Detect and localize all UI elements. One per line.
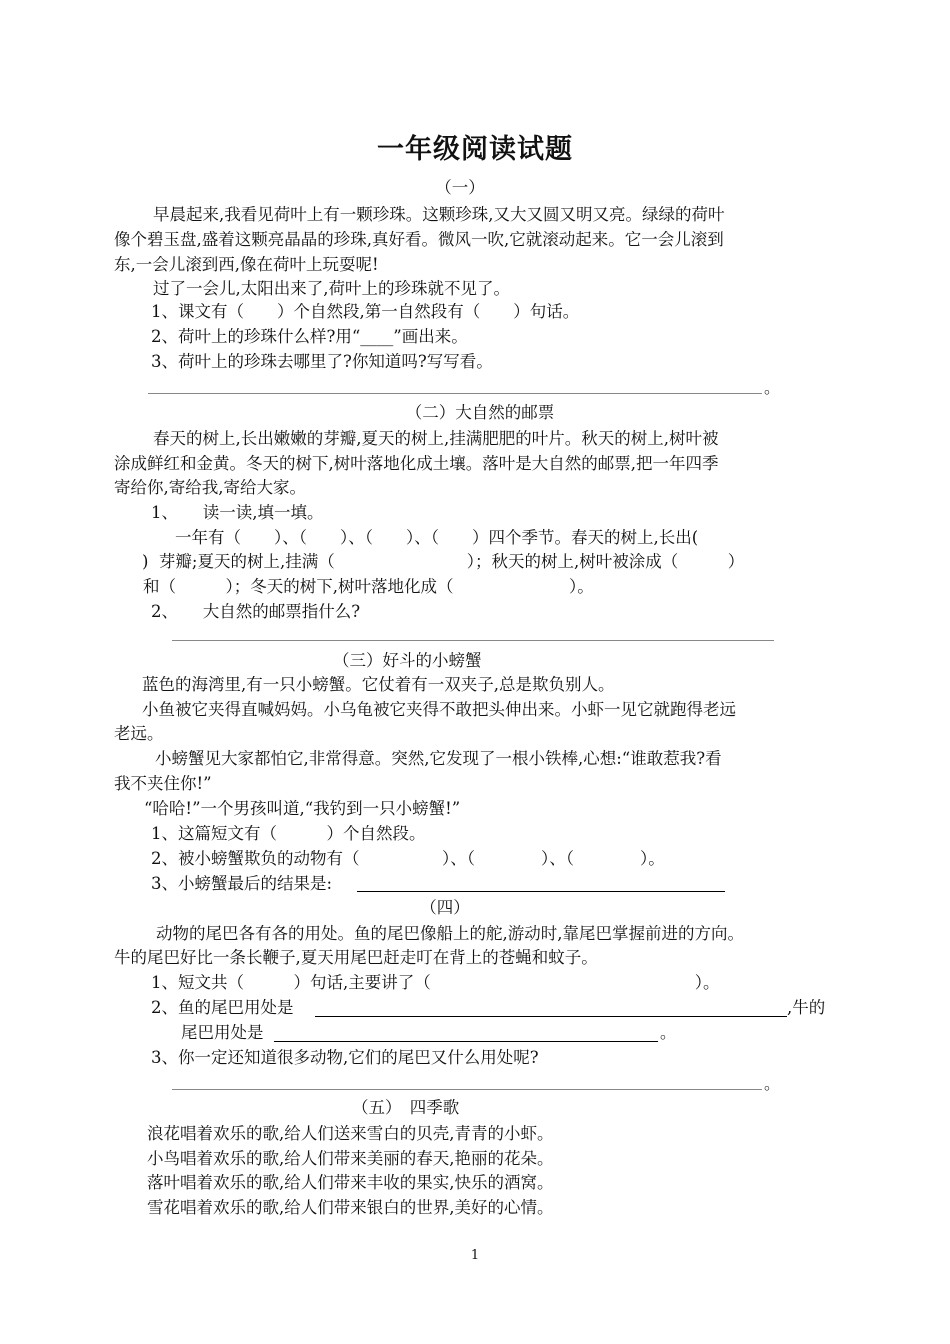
s2-fill-line: 一年有（ ）、（ ）、（ ）、（ ）四个季节。春天的树上,长出( [175, 528, 699, 547]
s2-fill-line: 和（ ）；冬天的树下,树叶落地化成（ ）。 [143, 577, 594, 596]
s4-answer-end: 。 [764, 1074, 781, 1093]
s4-question-3: 3、你一定还知道很多动物,它们的尾巴又什么用处呢? [151, 1048, 539, 1067]
s1-paragraph-line: 早晨起来,我看见荷叶上有一颗珍珠。这颗珍珠,又大又圆又明又亮。绿绿的荷叶 [153, 205, 725, 224]
s5-poem-line: 落叶唱着欢乐的歌,给人们带来丰收的果实,快乐的酒窝。 [147, 1173, 554, 1192]
s1-question-1: 1、课文有（ ）个自然段,第一自然段有（ ）句话。 [151, 302, 580, 321]
s4-question-1: 1、短文共（ ）句话,主要讲了（ ）。 [151, 973, 720, 992]
s3-text-line: 小鱼被它夹得直喊妈妈。小乌龟被它夹得不敢把头伸出来。小虾一见它就跑得老远 [142, 700, 736, 719]
s2-answer-line[interactable] [172, 640, 774, 641]
s4-answer-line[interactable] [172, 1089, 762, 1090]
s3-text-line: 蓝色的海湾里,有一只小螃蟹。它仗着有一双夹子,总是欺负别人。 [142, 675, 615, 694]
s4-fish-answer-line[interactable] [315, 1016, 787, 1017]
s3-question-3: 3、小螃蟹最后的结果是: [151, 874, 333, 893]
s1-paragraph-line: 像个碧玉盘,盛着这颗亮晶晶的珍珠,真好看。微风一吹,它就滚动起来。它一会儿滚到 [114, 230, 724, 249]
s3-text-line: 老远。 [114, 724, 164, 743]
s1-question-2: 2、荷叶上的珍珠什么样?用“____”画出来。 [151, 327, 468, 346]
s1-paragraph-line: 东,一会儿滚到西,像在荷叶上玩耍呢! [114, 255, 379, 274]
s3-question-2: 2、被小螃蟹欺负的动物有（ ）、（ ）、（ ）。 [151, 849, 665, 868]
s4-paragraph-line: 动物的尾巴各有各的用处。鱼的尾巴像船上的舵,游动时,靠尾巴掌握前进的方向。 [156, 924, 744, 943]
s3-answer-line[interactable] [357, 891, 725, 892]
s1-answer-line[interactable] [148, 393, 762, 394]
section-2-heading: （二）大自然的邮票 [405, 403, 555, 422]
s4-paragraph-line: 牛的尾巴好比一条长鞭子,夏天用尾巴赶走叮在背上的苍蝇和蚊子。 [114, 948, 598, 967]
s1-answer-end: 。 [764, 378, 781, 397]
s4-question-2-cont: 尾巴用处是 [181, 1023, 264, 1042]
s3-question-1: 1、这篇短文有（ ）个自然段。 [151, 824, 426, 843]
s1-question-3: 3、荷叶上的珍珠去哪里了?你知道吗?写写看。 [151, 352, 493, 371]
s4-cow-answer-end: 。 [660, 1023, 677, 1042]
s5-poem-line: 浪花唱着欢乐的歌,给人们送来雪白的贝壳,青青的小虾。 [147, 1124, 554, 1143]
s2-fill-line: ) 芽瓣;夏天的树上,挂满（ ）；秋天的树上,树叶被涂成（ ） [142, 552, 745, 571]
s3-text-line: 小螃蟹见大家都怕它,非常得意。突然,它发现了一根小铁棒,心想:“谁敢惹我?看 [155, 749, 722, 768]
section-5-heading: （五） 四季歌 [352, 1098, 460, 1117]
s2-question-1: 1、 读一读,填一填。 [151, 503, 324, 522]
s3-text-line: 我不夹住你!” [114, 774, 212, 793]
s5-poem-line: 雪花唱着欢乐的歌,给人们带来银白的世界,美好的心情。 [147, 1198, 554, 1217]
s2-paragraph-line: 涂成鲜红和金黄。冬天的树下,树叶落地化成土壤。落叶是大自然的邮票,把一年四季 [114, 454, 719, 473]
section-3-heading: （三）好斗的小螃蟹 [333, 651, 482, 670]
s2-paragraph-line: 寄给你,寄给我,寄给大家。 [114, 478, 306, 497]
s3-text-line: “哈哈!”一个男孩叫道,“我钓到一只小螃蟹!” [144, 799, 461, 818]
s1-paragraph-2: 过了一会儿,太阳出来了,荷叶上的珍珠就不见了。 [153, 279, 510, 298]
page-number: 1 [470, 1248, 480, 1263]
section-4-heading: （四） [420, 898, 470, 917]
s5-poem-line: 小鸟唱着欢乐的歌,给人们带来美丽的春天,艳丽的花朵。 [147, 1149, 554, 1168]
s2-paragraph-line: 春天的树上,长出嫩嫩的芽瓣,夏天的树上,挂满肥肥的叶片。秋天的树上,树叶被 [153, 429, 719, 448]
page-title: 一年级阅读试题 [377, 134, 573, 165]
s2-question-2: 2、 大自然的邮票指什么? [151, 602, 361, 621]
s4-question-2-tail: ,牛的 [787, 998, 826, 1017]
s4-question-2: 2、鱼的尾巴用处是 [151, 998, 294, 1017]
section-1-heading: （一） [435, 178, 485, 197]
s4-cow-answer-line[interactable] [274, 1041, 658, 1042]
